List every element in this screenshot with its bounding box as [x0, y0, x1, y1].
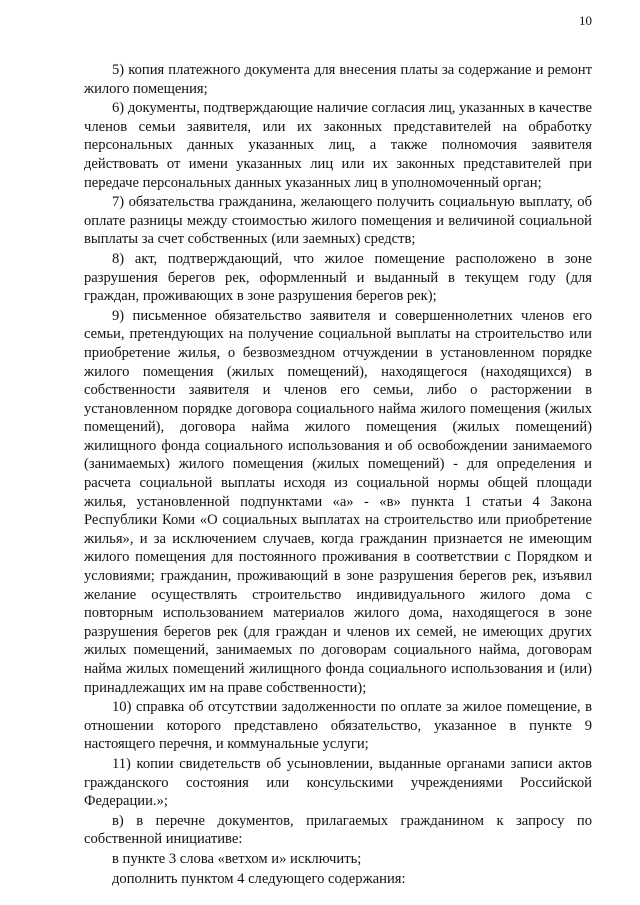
paragraph-item-11: 11) копии свидетельств об усыновлении, выданные органами записи актов гражданского состояния или консульскими учреждениями Российской Федерации.»; [84, 755, 592, 810]
paragraph-item-9: 9) письменное обязательство заявителя и совершеннолетних членов его семьи, претендующих на получение социальной выплаты на строительство или приобретение жилья, о безвозмездном отчуждении в установленном порядке жилого помещения (жилых помещений), находящегося (находящихся) в собственности заявителя и членов его семьи, либо о расторжении в установленном порядке договора социального найма жилого помещения (жилых помещений), договора найма жилого помещения (жилых помещений) жилищного фонда социального использования и об освобождении занимаемого (занимаемых) жилого помещения (жилых помещений) - для определения и расчета социальной выплаты исходя из социальной нормы общей площади жилья, установленной подпунктами «а» - «в» пункта 1 статьи 4 Закона Республики Коми «О социальных выплатах на строительство или приобретение жилья», и за исключением случаев, когда гражданин признается не имеющим жилого помещения для постоянного проживания в соответствии с Порядком и условиями; гражданин, проживающий в зоне разрушения берегов рек, изъявил желание осуществлять строительство индивидуального жилого дома с повторным использованием материалов жилого дома, находящегося в зоне разрушения берегов рек (для граждан и членов их семей, не имеющих других жилых помещений, занимаемых по договорам социального найма, договорам найма жилых помещений жилищного фонда социального использования и (или) принадлежащих им на праве собственности); [84, 307, 592, 696]
paragraph-item-10: 10) справка об отсутствии задолженности по оплате за жилое помещение, в отношении которого представлено обязательство, указанное в пункте 9 настоящего перечня, и коммунальные услуги; [84, 699, 592, 753]
paragraph-item-6: 6) документы, подтверждающие наличие согласия лиц, указанных в качестве членов семьи заявителя, или их законных представителей на обработку персональных данных указанных лиц, а также полномочия заявителя действовать от имени указанных лиц или их законных представителей при передаче персональных данных указанных лиц в уполномоченный орган; [84, 100, 592, 191]
paragraph-item-5: 5) копия платежного документа для внесения платы за содержание и ремонт жилого помещения; [84, 62, 592, 97]
paragraph-clause-3: в пункте 3 слова «ветхом и» исключить; [112, 850, 362, 867]
paragraph-item-7: 7) обязательства гражданина, желающего получить социальную выплату, об оплате разницы между стоимостью жилого помещения и величиной социальной выплаты за счет собственных (или заемных) средств; [84, 194, 592, 248]
paragraph-subitem-v: в) в перечне документов, прилагаемых гражданином к запросу по собственной инициативе: [84, 812, 592, 848]
page-number: 10 [579, 13, 592, 28]
document-body [84, 61, 592, 889]
paragraph-clause-4: дополнить пунктом 4 следующего содержания: [112, 870, 406, 887]
paragraph-item-8: 8) акт, подтверждающий, что жилое помещение расположено в зоне разрушения берегов рек, оформленный и выданный в текущем году (для граждан, проживающих в зоне разрушения берегов рек); [84, 250, 592, 305]
